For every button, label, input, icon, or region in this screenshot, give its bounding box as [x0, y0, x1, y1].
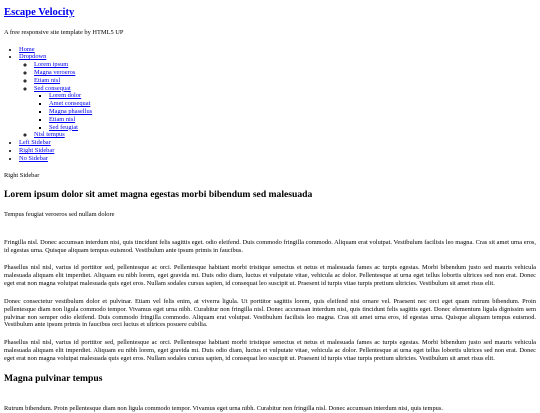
submenu-link-etiam-nisl[interactable]: Etiam nisl: [34, 76, 61, 84]
main-content: [4, 172, 536, 413]
page-label: Right Sidebar: [4, 171, 40, 179]
submenu-item-etiam-nisl: [34, 77, 536, 85]
page: [0, 7, 540, 412]
sub-submenu-link-lorem-dolor[interactable]: Lorem dolor: [49, 92, 82, 100]
nav-item-dropdown: [19, 53, 536, 139]
article-paragraph-1: Fringilla nisl. Donec accumsan interdum nisi, quis tincidunt felis sagittis eget. odio eleifend. Duis commodo fringilla commodo. Aliquam erat volutpat. Vestibulum facilisis leo magna. Cras sit amet urna eros, id egestas urna. Quisque aliquam tempus euismod. Vestibulum ante ipsum primis in faucibus.: [4, 238, 536, 254]
submenu-link-magna-veroeros[interactable]: Magna veroeros: [34, 68, 76, 76]
submenu-item-sed-consequat: [34, 85, 536, 132]
sub-submenu-item-lorem-dolor: [49, 92, 536, 100]
sub-submenu-item-amet-consequat: [49, 100, 536, 108]
site-title: [4, 7, 536, 20]
nav-link-left-sidebar[interactable]: Left Sidebar: [19, 139, 51, 147]
submenu-item-nisl-tempus: [34, 131, 536, 139]
sed-consequat-submenu: [34, 92, 536, 131]
nav-item-home: [19, 46, 536, 54]
nav-item-right-sidebar: [19, 147, 536, 155]
nav-item-no-sidebar: [19, 155, 536, 163]
submenu-link-sed-consequat[interactable]: Sed consequat: [34, 84, 71, 92]
site-tagline: A free responsive site template by HTML5 UP: [4, 28, 124, 36]
submenu-item-magna-veroeros: [34, 69, 536, 77]
site-title-link[interactable]: Escape Velocity: [4, 7, 75, 18]
nav-link-home[interactable]: Home: [19, 45, 35, 53]
article-paragraph-3: Donec consectetur vestibulum dolor et pulvinar. Etiam vel felis enim, at viverra ligula. Ut porttitor sagittis lorem, quis eleifend nisi ornare vel. Praesent nec orci eget quam rutrum bibendum. Proin pellentesque diam non ligula commodo tempor. Vivamus eget urna nibh. Curabitur non fringilla nisl. Donec accumsan interdum nisi, quis tincidunt felis sagittis eget. Donec elementum ligula dignissim sem pulvinar non semper odio eleifend. Duis commodo fringilla commodo. Aliquam erat volutpat. Vestibulum facilisis leo magna. Cras sit amet urna eros, id egestas urna. Quisque aliquam tempus euismod. Vestibulum ante ipsum primis in faucibus orci luctus et ultrices posuere cubilia.: [4, 297, 536, 329]
sub-submenu-link-sed-feugiat[interactable]: Sed feugiat: [49, 123, 78, 131]
article-paragraph-4: Phasellus nisl nisl, varius id porttitor sed, pellentesque ac orci. Pellentesque habitant morbi tristique senectus et netus et malesuada fames ac turpis egestas. Morbi bibendum justo sed mauris vehicula malesuada aliquam elit imperdiet. Aliquam eu nibh lorem, eget gravida mi. Duis odio diam, luctus et vulputate vitae, vehicula ac dolor. Pellentesque at urna eget tellus lobortis ultrices sed non erat. Donec eget erat non magna volutpat malesuada quis eget eros. Nullam sodales cursus sapien, id consequat leo suscipit ut. Praesent id turpis vitae turpis pretium ultricies. Vestibulum sit amet risus elit.: [4, 339, 536, 362]
sub-submenu-link-magna-phasellus[interactable]: Magna phasellus: [49, 108, 93, 116]
sub-submenu-item-etiam-nisl: [49, 116, 536, 124]
submenu-link-lorem-ipsum[interactable]: Lorem ipsum: [34, 61, 69, 69]
article-subtitle: Tempus feugiat veroeros sed nullam dolore: [4, 211, 115, 219]
sub-submenu-item-magna-phasellus: [49, 108, 536, 116]
nav-item-left-sidebar: [19, 139, 536, 147]
article-paragraph-2: Phasellus nisl nisl, varius id porttitor sed, pellentesque ac orci. Pellentesque habitant morbi tristique senectus et netus et malesuada fames ac turpis egestas. Morbi bibendum justo sed mauris vehicula malesuada aliquam elit imperdiet. Aliquam eu nibh lorem, eget gravida mi. Duis odio diam, luctus et vulputate vitae, vehicula ac dolor. Pellentesque at urna eget tellus lobortis ultrices sed non erat. Donec eget erat non magna volutpat malesuada quis eget eros. Nullam sodales cursus sapien, id consequat leo suscipit ut. Praesent id turpis vitae turpis pretium ultricies. Vestibulum sit amet risus elit.: [4, 264, 536, 288]
submenu-link-nisl-tempus[interactable]: Nisl tempus: [34, 131, 65, 139]
nav-link-right-sidebar[interactable]: Right Sidebar: [19, 147, 55, 155]
article-title: Lorem ipsum dolor sit amet magna egestas morbi bibendum sed malesuada: [4, 188, 313, 200]
submenu-item-lorem-ipsum: [34, 61, 536, 69]
nav-menu: [4, 46, 536, 163]
sub-submenu-item-sed-feugiat: [49, 124, 536, 132]
dropdown-submenu: [19, 61, 536, 139]
sub-submenu-link-etiam-nisl[interactable]: Etiam nisl: [49, 115, 76, 123]
site-header: [4, 7, 536, 37]
section-title: Magna pulvinar tempus: [4, 372, 103, 384]
section-paragraph-1: Rutrum bibendum. Proin pellentesque diam non ligula commodo tempor. Vivamus eget urna nibh. Curabitur non fringilla nisl. Donec accumsan interdum nisi, quis tempus.: [4, 405, 443, 413]
nav-link-dropdown[interactable]: Dropdown: [19, 53, 47, 61]
sub-submenu-link-amet-consequat[interactable]: Amet consequat: [49, 100, 91, 108]
nav-link-no-sidebar[interactable]: No Sidebar: [19, 154, 48, 162]
main-nav: [4, 46, 536, 163]
